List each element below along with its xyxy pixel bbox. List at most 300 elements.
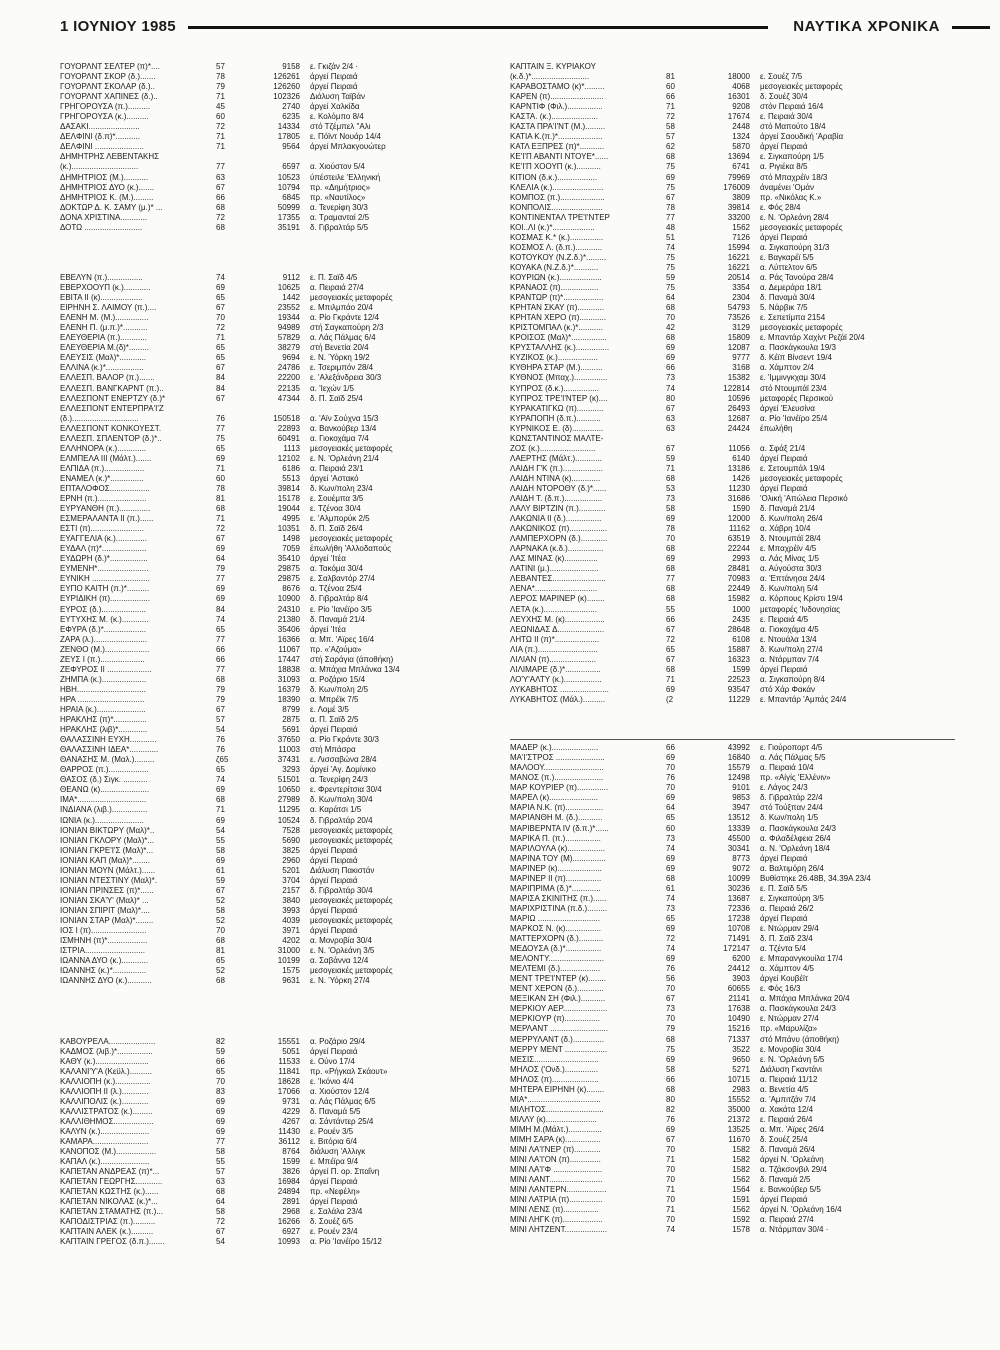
build-year: 66 <box>216 192 225 202</box>
last-position: ε. 'Ιμμινγκχαμ 30/4 <box>760 373 826 383</box>
ship-row <box>60 554 500 564</box>
last-position: α. Πειραιά 10/4 <box>760 763 814 773</box>
build-year: 81 <box>216 494 225 504</box>
ship-row <box>510 72 955 82</box>
last-position: άργεί 'Ιτέα <box>310 624 346 634</box>
ship-name <box>60 243 212 253</box>
last-position: ε. Φός 16/3 <box>760 984 801 994</box>
last-position: δ. Π. Σαϊδ 25/4 <box>310 393 363 403</box>
last-position: ε. Ν. 'Ορλεάνη 28/4 <box>760 212 829 222</box>
ship-row <box>510 1105 955 1115</box>
build-year: 78 <box>216 72 225 82</box>
last-position: α. Ροζάριο 15/4 <box>310 674 366 684</box>
ship-name: ΜΑΡΙΛΟΥΛΑ (κ)................. <box>510 843 606 853</box>
tonnage: 17805 <box>277 132 300 142</box>
ship-name: ΜΗΤΕΡΑ ΕΙΡΗΝΗ (κ)........ <box>510 1084 605 1094</box>
last-position: άργεί Πειραιά <box>760 913 808 923</box>
build-year: 59 <box>216 1046 225 1056</box>
ship-name: ΛΑΤΙΝΙ (μ.)...................... <box>510 564 599 574</box>
build-year: 69 <box>216 785 225 795</box>
last-position: άργεί 'Ιτέα <box>310 554 346 564</box>
ship-list-section <box>510 743 955 1235</box>
build-year: 57 <box>216 62 225 71</box>
last-position: ε. Μπαντάρ 'Αμπάς 24/4 <box>760 694 847 704</box>
ship-row <box>510 1165 955 1175</box>
ship-row <box>510 1065 955 1075</box>
ship-row <box>510 1024 955 1034</box>
tonnage: 6845 <box>282 192 300 202</box>
ship-row <box>60 253 500 263</box>
ship-row <box>60 353 500 363</box>
ship-row <box>510 894 955 904</box>
ship-name: ΕΒΕΡΧΟΟΥΠ (κ.)............ <box>60 283 151 293</box>
build-year <box>212 263 250 273</box>
ship-name: ΗΡΑ .............................. <box>60 694 145 704</box>
tonnage: 2891 <box>282 1197 300 1207</box>
ship-row <box>510 132 955 142</box>
ship-name: ΛΑΙΔΗ Τ. (δ.π.)................. <box>510 494 603 504</box>
ship-row <box>60 725 500 735</box>
build-year: 66 <box>666 743 675 753</box>
last-position <box>310 263 480 273</box>
last-position: α. Γιοκοχάμα 4/5 <box>760 624 819 634</box>
ship-name <box>60 253 212 263</box>
build-year: 57 <box>216 1167 225 1177</box>
build-year: 75 <box>666 162 675 172</box>
tonnage: 60655 <box>727 984 750 994</box>
tonnage: 27989 <box>277 795 300 805</box>
tonnage: 30236 <box>727 883 750 893</box>
section-gap <box>60 1027 500 1037</box>
ship-name: ΚΥΡΝΙΚΟΣ Ε. (δ).............. <box>510 423 604 433</box>
ship-row <box>510 1014 955 1024</box>
last-position: άργεί Πειραιά <box>760 664 808 674</box>
tonnage: 3293 <box>282 765 300 775</box>
ship-row <box>60 1087 500 1097</box>
last-position: δ. Γιβραλτάρ 20/4 <box>310 815 373 825</box>
ship-row <box>60 1157 500 1167</box>
ship-row <box>60 755 500 765</box>
ship-name: ΛΕΤΑ (κ.)........................ <box>510 604 597 614</box>
ship-row <box>510 665 955 675</box>
ship-row <box>60 856 500 866</box>
tonnage: 1113 <box>283 443 300 453</box>
build-year: 58 <box>216 845 225 855</box>
build-year: 66 <box>216 644 225 654</box>
build-year: 64 <box>216 554 225 564</box>
ship-name: ΓΟΥΟΡΛΝΤ ΣΕΛΤΕΡ (π)*.... <box>60 62 160 71</box>
build-year: 71 <box>666 674 675 684</box>
tonnage: 6927 <box>282 1227 300 1237</box>
ship-row <box>60 1117 500 1127</box>
last-position: μεσογειακές μεταφορές <box>310 443 393 453</box>
build-year: 74 <box>666 242 675 252</box>
ship-name: ΙΟΝΙΑΝ ΒΙΚΤΩΡΥ (Μαλ)*.. <box>60 825 155 835</box>
ship-row <box>60 745 500 755</box>
build-year: 69 <box>666 793 675 803</box>
ship-row <box>60 404 500 414</box>
ship-name: ΕΛΕΝΗ Μ. (Μ.)............... <box>60 313 149 323</box>
build-year: 72 <box>666 934 675 944</box>
build-year: 68 <box>666 303 675 313</box>
build-year: 69 <box>216 1106 225 1116</box>
last-position: α. Μπάχια Μπλάνκα 13/4 <box>310 664 400 674</box>
tonnage: 9694 <box>282 353 300 363</box>
ship-name: ΕΛΛΗΝΟΡΑ (κ.)............. <box>60 443 147 453</box>
ship-name: ΖΗΜΠΑ (κ.).................... <box>60 674 147 684</box>
ship-name: ΜΗΛΟΣ (π)..................... <box>510 1074 599 1084</box>
ship-row <box>60 785 500 795</box>
ship-row <box>60 183 500 193</box>
build-year: 64 <box>666 803 675 813</box>
last-position: ε. Φρεντερίτσια 30/4 <box>310 785 382 795</box>
tonnage: 16266 <box>277 1217 300 1227</box>
build-year: 83 <box>216 1086 225 1096</box>
ship-name: ΙΟΝΙΑΝ ΣΚΑ'Υ' (Μαλ)* ... <box>60 895 149 905</box>
ship-name: ΙΟΝΙΑΝ ΚΑΠ (Μαλ)*........ <box>60 855 150 865</box>
ship-row <box>60 233 500 243</box>
last-position: πρ. «Ρήγκαλ Σκάουτ» <box>310 1066 388 1076</box>
last-position: άργεί Πειραιά <box>310 82 358 92</box>
build-year: (2 <box>666 694 674 704</box>
last-position: άργεί Πειραιά <box>310 905 358 915</box>
ship-row <box>510 544 955 554</box>
last-position: α. Χάμπτον 2/4 <box>760 363 814 373</box>
last-position: δ. Κων/πολη 1/5 <box>760 813 819 823</box>
last-position: α. Ν. 'Ορλεάνη 18/4 <box>760 843 830 853</box>
ship-name: ΚΟΤΟΥΚΟΥ (Ν.Ζ.δ.)*......... <box>510 252 607 262</box>
build-year: 66 <box>216 654 225 664</box>
build-year: 52 <box>216 966 225 976</box>
build-year: 73 <box>666 833 675 843</box>
last-position: α. Σιγκαπούρη 31/3 <box>760 242 830 252</box>
tonnage: 1575 <box>282 966 300 976</box>
tonnage: 17447 <box>277 654 300 664</box>
ship-name: ΚΡΟΙΣΟΣ (Μαλ)*................ <box>510 333 607 343</box>
ship-row <box>60 524 500 534</box>
build-year: 81 <box>666 72 675 82</box>
build-year: 67 <box>666 443 675 453</box>
last-position: δ. Κων/πολη 5/4 <box>760 584 819 594</box>
ship-name: ΕΝΑΜΕΛ (κ.)*............... <box>60 473 144 483</box>
build-year: 78 <box>216 483 225 493</box>
ship-row <box>510 404 955 414</box>
ship-name: ΚΥΘΗΡΑ ΣΤΑΡ (Μ.).......... <box>510 363 603 373</box>
ship-row <box>510 964 955 974</box>
ship-row <box>510 675 955 685</box>
ship-row <box>60 373 500 383</box>
tonnage: 10650 <box>277 785 300 795</box>
build-year: 71 <box>666 1205 675 1215</box>
ship-name: ΜΙΝΙ ΛΗΓΚ (π).................. <box>510 1215 603 1225</box>
last-position: δ. Γιβραλτάρ 5/5 <box>310 222 369 232</box>
tonnage: 2740 <box>282 102 300 112</box>
last-position: δ. Ντουμπάϊ 28/4 <box>760 534 821 544</box>
build-year: 64 <box>216 1197 225 1207</box>
tonnage: 4068 <box>732 82 750 92</box>
tonnage: 4229 <box>282 1106 300 1116</box>
ship-row <box>60 1107 500 1117</box>
tonnage: 3903 <box>732 974 750 984</box>
build-year: 71 <box>666 102 675 112</box>
section-gap <box>510 705 955 715</box>
last-position: μεσογειακές μεταφορές <box>760 82 843 92</box>
build-year: 68 <box>666 584 675 594</box>
build-year: 79 <box>666 1024 675 1034</box>
build-year: 71 <box>666 1185 675 1195</box>
last-position: α. Βανκούβερ 13/4 <box>310 423 377 433</box>
tonnage: 10794 <box>277 182 300 192</box>
tonnage: 5271 <box>732 1064 750 1074</box>
ship-row <box>510 564 955 574</box>
ship-row <box>60 72 500 82</box>
ship-name: ΛΕΥΧΗΣ Μ. (κ).................. <box>510 614 605 624</box>
tonnage: 9853 <box>732 793 750 803</box>
ship-row <box>510 685 955 695</box>
ship-name: ΜΑΝΟΣ (π.)...................... <box>510 773 604 783</box>
last-position: α. Λάς Πάλμας 5/5 <box>760 753 826 763</box>
ship-name: ΛΕΩΝΙΔΑΣ Δ..................... <box>510 624 605 634</box>
ship-name: ΚΥΠΡΟΣ ΤΡΕ'Ι'ΝΤΕΡ (κ).... <box>510 393 608 403</box>
ship-name: ΚΑΠΤΑΙΝ ΑΛΕΚ (κ.).......... <box>60 1227 154 1237</box>
ship-row <box>510 803 955 813</box>
build-year: 73 <box>666 494 675 504</box>
ship-name: ΖΕΥΣ Ι (π.).................... <box>60 654 145 664</box>
ship-row <box>510 854 955 864</box>
last-position: α. Αύγούστα 30/3 <box>760 564 822 574</box>
tonnage: 6186 <box>282 463 300 473</box>
last-position <box>310 404 480 414</box>
last-position: α. Μπ. 'Αϊρες 16/4 <box>310 634 375 644</box>
tonnage: 16379 <box>277 684 300 694</box>
tonnage: 9112 <box>282 272 300 282</box>
last-position: α. Λάς Πάλμας 6/4 <box>310 333 376 343</box>
section-gap <box>60 1016 500 1026</box>
ship-row <box>60 605 500 615</box>
section-gap <box>510 725 955 735</box>
ship-row <box>60 263 500 273</box>
ship-row <box>60 896 500 906</box>
ship-name: ΖΕΦΥΡΟΣ ΙΙ .................... <box>60 664 152 674</box>
tonnage <box>700 434 760 444</box>
ship-row <box>510 914 955 924</box>
ship-name: ΜΑ'Ι'ΣΤΡΟΣ ...................... <box>510 753 605 763</box>
last-position: α. Τακόμα 30/4 <box>310 564 363 574</box>
build-year: 64 <box>666 293 675 303</box>
ship-name <box>60 233 212 243</box>
last-position: δ. Παναμά 21/4 <box>760 504 815 514</box>
tonnage: 6741 <box>732 162 750 172</box>
last-position: α. Καράτσι 1/5 <box>310 805 362 815</box>
tonnage: 11229 <box>728 694 750 704</box>
right-column <box>510 62 955 1235</box>
ship-name <box>60 263 212 273</box>
last-position: δ. Σουέζ 25/4 <box>760 1134 808 1144</box>
build-year: 68 <box>666 473 675 483</box>
ship-name: ΖΟΣ (κ.)......................... <box>510 443 596 453</box>
build-year: 63 <box>666 423 675 433</box>
build-year: 60 <box>216 473 225 483</box>
last-position: μεταφορές 'Ινδονησίας <box>760 604 840 614</box>
ship-row <box>510 384 955 394</box>
ship-row <box>510 454 955 464</box>
build-year: 67 <box>666 192 675 202</box>
build-year: 54 <box>216 825 225 835</box>
tonnage: 16840 <box>727 753 750 763</box>
build-year: 74 <box>666 383 675 393</box>
build-year: 61 <box>666 883 675 893</box>
ship-row <box>60 293 500 303</box>
ship-name: ΘΑΛΑΣΣΙΝΗ ΙΔΕΑ*............. <box>60 745 159 755</box>
tonnage: 7059 <box>282 544 300 554</box>
ship-name: ΜΕΞΙΚΑΝ ΣΗ (Φιλ.)........... <box>510 994 606 1004</box>
last-position: α. Ντάρμπαν 7/4 <box>760 654 820 664</box>
last-position: α. Πειραιά 11/12 <box>760 1074 818 1084</box>
ship-row <box>60 645 500 655</box>
ship-row <box>60 424 500 434</box>
issue-date: 1 ΙΟΥΝΙΟΥ 1985 <box>60 18 176 35</box>
ship-row <box>60 363 500 373</box>
build-year: 56 <box>666 974 675 984</box>
ship-row <box>510 994 955 1004</box>
ship-row <box>510 173 955 183</box>
build-year: 58 <box>666 1064 675 1074</box>
tonnage: 1562 <box>732 1175 750 1185</box>
ship-row <box>60 775 500 785</box>
ship-row <box>60 1217 500 1227</box>
ship-name: ΜΙΝΙ ΛΕΝΣ (π)................ <box>510 1205 599 1215</box>
last-position: άργεί 'Ελευσίνα <box>760 403 815 413</box>
build-year: 60 <box>216 112 225 122</box>
tonnage: 126261 <box>273 72 300 82</box>
last-position: α. Χάμπτον 4/5 <box>760 964 814 974</box>
tonnage: 22135 <box>277 383 300 393</box>
ship-row <box>510 504 955 514</box>
last-position: άργεί Σαουδική 'Αραβία <box>760 132 844 142</box>
magazine-title: ΝΑΥΤΙΚΑ ΧΡΟΝΙΚΑ <box>793 18 940 35</box>
ship-name: ΕΥΔΑΛ (π)*.................... <box>60 544 147 554</box>
build-year: 68 <box>216 936 225 946</box>
last-position: δ. Παναμά 30/4 <box>760 293 815 303</box>
ship-row <box>510 343 955 353</box>
ship-name: ΚΟΙ..ΛΙ (κ.)*................... <box>510 222 595 232</box>
ship-name: ΚΟΥΡΙΩΝ (κ.)................... <box>510 272 602 282</box>
tonnage: 10708 <box>727 923 750 933</box>
ship-name: ΛΙΑ (π.)........................... <box>510 644 598 654</box>
tonnage: 39814 <box>727 202 750 212</box>
last-position: α. Ντάρμπαν 30/4 · <box>760 1225 829 1235</box>
tonnage: 172147 <box>723 944 750 954</box>
build-year: 71 <box>216 333 225 343</box>
last-position: άργεί 'Αστακό <box>310 473 359 483</box>
tonnage: 176009 <box>723 182 750 192</box>
tonnage: 16366 <box>277 634 300 644</box>
tonnage: 17238 <box>727 913 750 923</box>
last-position: α. Τενερίφη 30/3 <box>310 202 368 212</box>
build-year: 69 <box>666 514 675 524</box>
ship-name: ΜΑΡΙΑ Ν.Κ. (π)................. <box>510 803 604 813</box>
tonnage: 2968 <box>282 1207 300 1217</box>
ship-name: ΚΑΣΤΑ ΠΡΑ'Ι'ΝΤ (Μ.)......... <box>510 122 606 132</box>
last-position: α. 'Αϊν Σούχνα 15/3 <box>310 413 379 423</box>
build-year: 65 <box>216 1066 225 1076</box>
last-position: α. 'Ιεχών 1/5 <box>310 383 354 393</box>
last-position: ε. Κολόμπο 8/4 <box>310 112 364 122</box>
tonnage: 31686 <box>727 494 750 504</box>
tonnage: 15579 <box>727 763 750 773</box>
ship-row <box>60 303 500 313</box>
ship-row <box>510 773 955 783</box>
ship-row <box>510 373 955 383</box>
tonnage: 22200 <box>277 373 300 383</box>
ship-row <box>510 152 955 162</box>
build-year: 69 <box>666 554 675 564</box>
build-year: 68 <box>666 873 675 883</box>
ship-row <box>60 956 500 966</box>
ship-name: ΛΕΡΟΣ ΜΑΡΙΝΕΡ (κ)........ <box>510 594 605 604</box>
ship-row <box>510 753 955 763</box>
tonnage: 12000 <box>727 514 750 524</box>
last-position: ε. Ν. 'Ορλεάνη 21/4 <box>310 453 379 463</box>
build-year: 69 <box>666 1054 675 1064</box>
tonnage: 1578 <box>732 1225 750 1235</box>
ship-row <box>60 655 500 665</box>
tonnage: 29875 <box>277 564 300 574</box>
ship-name: ΕΛΜΠΕΛΑ ΙΙΙ (Μάλτ.)....... <box>60 453 152 463</box>
ship-name: ΜΑΡΙΩ ............................ <box>510 913 600 923</box>
build-year: 69 <box>666 343 675 353</box>
build-year: 63 <box>216 172 225 182</box>
build-year: 69 <box>666 1124 675 1134</box>
ship-row <box>60 82 500 92</box>
last-position: α. Τραμανταί 2/5 <box>310 212 370 222</box>
ship-row <box>60 514 500 524</box>
ship-row <box>60 765 500 775</box>
tonnage: 10523 <box>277 172 300 182</box>
last-position: πρ. «Μαρυλίζα» <box>760 1024 818 1034</box>
tonnage: 3993 <box>282 905 300 915</box>
tonnage: 10596 <box>727 393 750 403</box>
ship-name: ΕΣΜΕΡΑΛΑΝΤΑ ΙΙ (π.)...... <box>60 514 154 524</box>
build-year: 66 <box>666 92 675 102</box>
ship-name: ΕΛΕΥΣΙΣ (Μαλ)*............ <box>60 353 147 363</box>
tonnage: 29875 <box>277 574 300 584</box>
ship-row <box>510 645 955 655</box>
last-position: α. Μπ. 'Αϊρες 26/4 <box>760 1124 825 1134</box>
ship-name: ΔΗΜΗΤΡΙΟΣ Κ. (Μ.)......... <box>60 192 154 202</box>
ship-row <box>510 333 955 343</box>
build-year: 58 <box>216 1207 225 1217</box>
tonnage: 15216 <box>727 1024 750 1034</box>
section-gap <box>60 986 500 996</box>
tonnage: 21141 <box>728 994 750 1004</box>
ship-row <box>60 414 500 424</box>
ship-row <box>60 1067 500 1077</box>
ship-row <box>60 876 500 886</box>
last-position: α. 'Επτάνησα 24/4 <box>760 574 825 584</box>
build-year: 65 <box>216 353 225 363</box>
ship-row <box>60 494 500 504</box>
build-year: 77 <box>666 212 675 222</box>
tonnage: 1592 <box>732 1215 750 1225</box>
ship-name: ΕΛΛΕΣΠΟΝΤ ΚΟΝΚΟΥΕΣΤ. <box>60 423 162 433</box>
build-year: 54 <box>216 725 225 735</box>
build-year: 70 <box>666 1195 675 1205</box>
ship-name: ΚΟΜΠΟΣ (π.).................... <box>510 192 605 202</box>
build-year: 67 <box>666 994 675 1004</box>
last-position: διάλυση 'Αλλιγκ <box>310 1147 366 1157</box>
ship-name: ΜΙΜΗ ΣΑΡΑ (κ)................ <box>510 1134 601 1144</box>
